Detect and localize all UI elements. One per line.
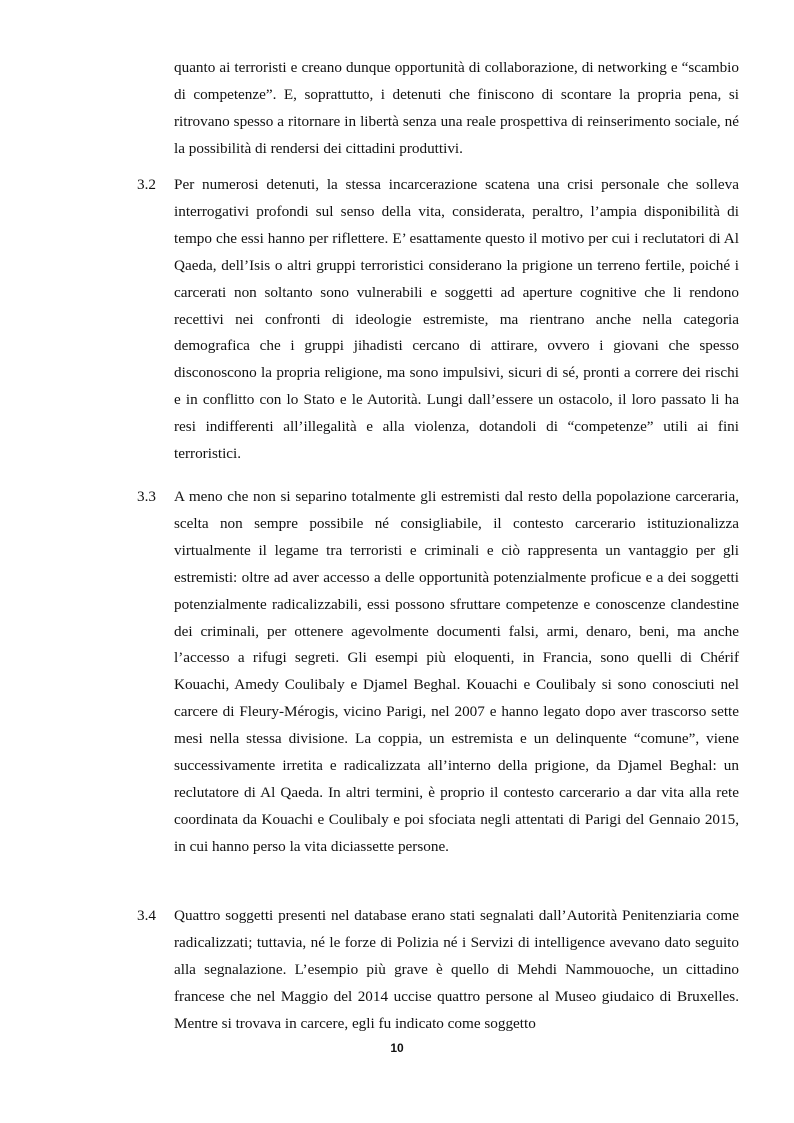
paragraph-continuation — [137, 55, 739, 163]
paragraph-number: 3.3 — [137, 488, 156, 505]
paragraph-text: quanto ai terroristi e creano dunque opportunità di collaborazione, di networking e “scambio di competenze”. E, soprattutto, i detenuti che finiscono di scontare la propria pena, si ritrovano spesso a ritornare in libertà senza una reale prospettiva di reinserimento sociale, né la possibilità di rendersi dei cittadini produttivi. — [174, 59, 739, 157]
paragraph-text: A meno che non si separino totalmente gli estremisti dal resto della popolazione carceraria, scelta non sempre possibile né consigliabile, il contesto carcerario istituzionalizza virtualmente il legame tra terroristi e criminali e ciò rappresenta un vantaggio per gli estremisti: oltre ad aver accesso a delle opportunità potenzialmente proficue e a dei soggetti potenzialmente radicalizzabili, essi possono sfruttare competenze e conoscenze clandestine dei criminali, per ottenere agevolmente documenti falsi, armi, denaro, beni, ma anche l’accesso a rifugi segreti. Gli esempi più eloquenti, in Francia, sono quelli di Chérif Kouachi, Amedy Coulibaly e Djamel Beghal. Kouachi e Coulibaly si sono conosciuti nel carcere di Fleury-Mérogis, vicino Parigi, nel 2007 e hanno legato dopo aver trascorso sette mesi nella stessa divisione. La coppia, un estremista e un delinquente “comune”, viene successivamente irretita e radicalizzata all’interno della prigione, da Djamel Beghal: un reclutatore di Al Qaeda. In altri termini, è proprio il contesto carcerario a dar vita alla rete coordinata da Kouachi e Coulibaly e poi sfociata negli attentati di Parigi del Gennaio 2015, in cui hanno perso la vita diciassette persone. — [174, 488, 739, 855]
page-number: 10 — [390, 1041, 404, 1055]
paragraph-3-3 — [137, 484, 739, 861]
paragraph-3-2 — [137, 172, 739, 468]
paragraph-number: 3.2 — [137, 176, 156, 193]
paragraph-number: 3.4 — [137, 907, 156, 924]
paragraph-text: Per numerosi detenuti, la stessa incarcerazione scatena una crisi personale che solleva interrogativi profondi sul senso della vita, considerata, peraltro, l’ampia disponibilità di tempo che essi hanno per riflettere. E’ esattamente questo il motivo per cui i reclutatori di Al Qaeda, dell’Isis o altri gruppi terroristici considerano la prigione un terreno fertile, poiché i carcerati non soltanto sono vulnerabili e soggetti ad aperture cognitive che li rendono recettivi nei confronti di ideologie estremiste, ma rientrano anche nella categoria demografica che i gruppi jihadisti cercano di attirare, ovvero i giovani che spesso disconoscono la propria religione, ma sono impulsivi, sicuri di sé, pronti a correre dei rischi e in conflitto con lo Stato e le Autorità. Lungi dall’essere un ostacolo, il loro passato li ha resi indifferenti all’illegalità e alla violenza, dotandoli di “competenze” utili ai fini terroristici. — [174, 176, 739, 463]
paragraph-text: Quattro soggetti presenti nel database erano stati segnalati dall’Autorità Penitenziaria come radicalizzati; tuttavia, né le forze di Polizia né i Servizi di intelligence avevano dato seguito alla segnalazione. L’esempio più grave è quello di Mehdi Nammouoche, un cittadino francese che nel Maggio del 2014 uccise quattro persone al Museo giudaico di Bruxelles. Mentre si trovava in carcere, egli fu indicato come soggetto — [174, 907, 739, 1032]
paragraph-3-4 — [137, 903, 739, 1038]
